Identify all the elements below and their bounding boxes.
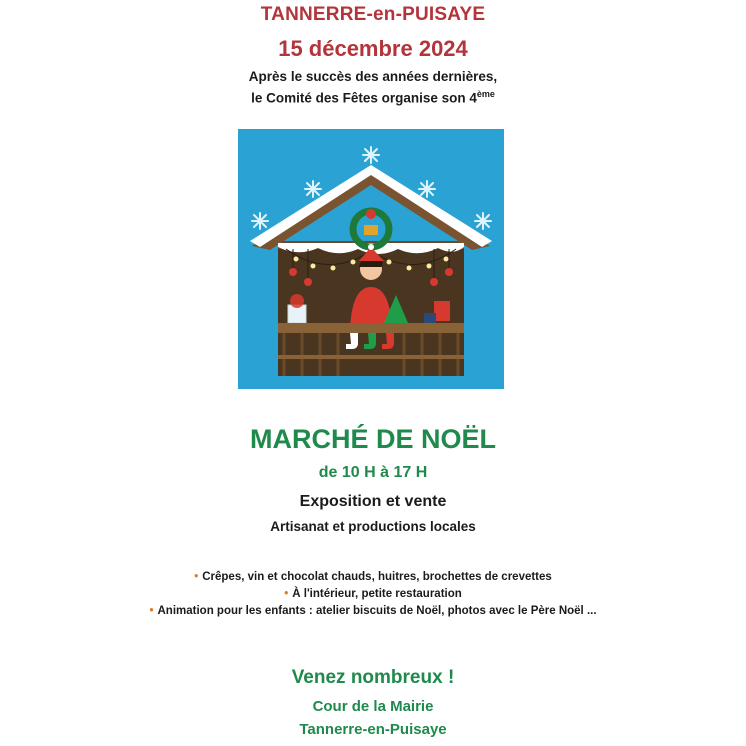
activity-item: [0, 571, 746, 583]
bullet-icon: •: [194, 571, 199, 583]
event-subtitle: Exposition et vente: [299, 493, 447, 510]
town-heading: TANNERRE-en-PUISAYE: [260, 4, 486, 25]
activity-text: Animation pour les enfants : atelier biscuits de Noël, photos avec le Père Noël ...: [157, 605, 597, 617]
activity-text: À l'intérieur, petite restauration: [292, 588, 462, 600]
bullet-icon: •: [149, 605, 154, 617]
venue-line-2: Tannerre-en-Puisaye: [299, 721, 447, 738]
activity-text: Crêpes, vin et chocolat chauds, huitres, brochettes de crevettes: [202, 571, 552, 583]
event-title: MARCHÉ DE NOËL: [249, 424, 496, 454]
activity-item: [0, 588, 746, 600]
stall-counter: [278, 323, 464, 333]
intro-line-2: [0, 89, 746, 106]
invite-text: Venez nombreux !: [291, 667, 455, 688]
gift-icon: [434, 301, 450, 321]
venue-line-1: Cour de la Mairie: [312, 698, 434, 715]
bullet-icon: •: [284, 588, 289, 600]
intro-superscript: ème: [476, 89, 495, 99]
stocking-icons: [346, 333, 394, 349]
event-hours: de 10 H à 17 H: [318, 464, 428, 481]
christmas-market-stall-icon: [238, 129, 504, 389]
event-detail: Artisanat et productions locales: [270, 519, 476, 534]
intro-line-1: Après le succès des années dernières,: [248, 69, 498, 84]
event-date: 15 décembre 2024: [278, 36, 468, 61]
activity-item: [0, 605, 746, 617]
intro-line-2-text: le Comité des Fêtes organise son 4: [251, 90, 477, 106]
